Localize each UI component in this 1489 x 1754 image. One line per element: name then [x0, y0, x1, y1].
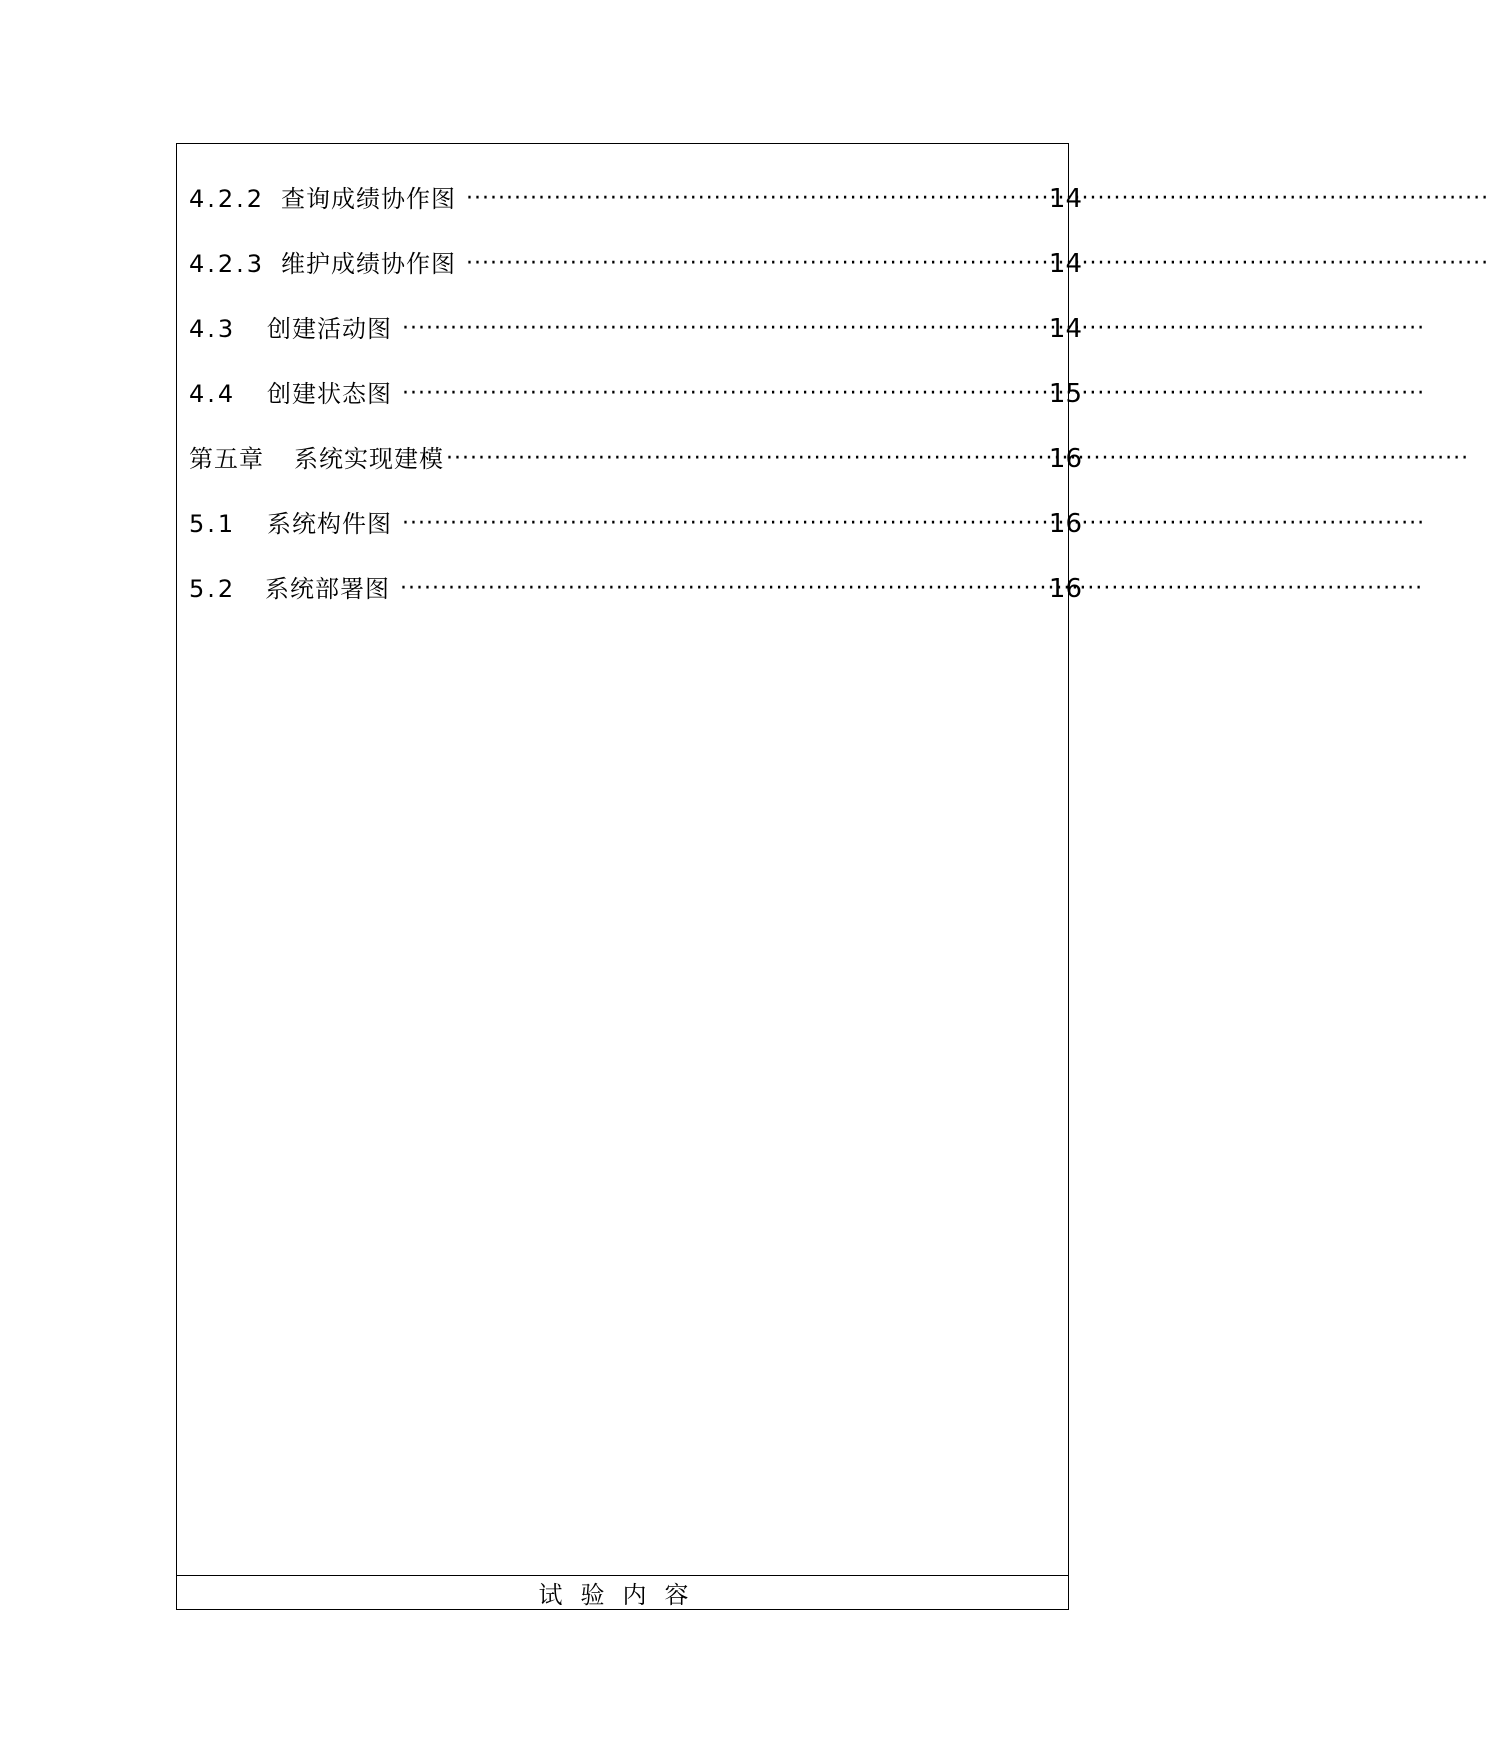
toc-page-number: 14: [1048, 249, 1082, 279]
toc-title: 系统构件图: [267, 510, 392, 538]
toc-number: 第五章: [189, 445, 264, 473]
toc-title: 查询成绩协作图: [281, 185, 456, 213]
toc-number: 4.3: [189, 315, 237, 343]
toc-leader-dots: [446, 439, 1049, 479]
toc-page-number: 15: [1048, 379, 1082, 409]
document-frame: [176, 143, 1082, 1610]
toc-title: 系统实现建模: [294, 445, 444, 473]
toc-leader-dots: [402, 504, 1049, 544]
toc-entry-5-2[interactable]: [189, 569, 1082, 609]
toc-number: 4.2.3: [189, 250, 266, 278]
toc-page-number: 14: [1048, 184, 1082, 214]
toc-leader-dots: [466, 179, 1049, 219]
section-footer-band: [177, 1575, 1068, 1609]
toc-page-number: 16: [1048, 509, 1082, 539]
toc-title: 创建活动图: [267, 315, 392, 343]
toc-entry-5-1[interactable]: [189, 504, 1082, 544]
toc-page-number: 14: [1048, 314, 1082, 344]
toc-page-number: 16: [1048, 444, 1082, 474]
toc-entry-4-4[interactable]: [189, 374, 1082, 414]
toc-title: 维护成绩协作图: [281, 250, 456, 278]
toc-entry-4-2-2[interactable]: [189, 179, 1082, 219]
toc-title: 系统部署图: [265, 575, 390, 603]
toc-number: 5.2: [189, 575, 237, 603]
toc-leader-dots: [402, 309, 1049, 349]
section-footer-label: 试验内容: [538, 1581, 707, 1609]
toc-entry-4-2-3[interactable]: [189, 244, 1082, 284]
toc-number: 5.1: [189, 510, 237, 538]
toc-leader-dots: [402, 374, 1049, 414]
toc-leader-dots: [466, 244, 1049, 284]
toc-entry-chapter-5[interactable]: [189, 439, 1082, 479]
toc-leader-dots: [400, 569, 1035, 609]
toc-number: 4.2.2: [189, 185, 266, 213]
toc-entry-4-3[interactable]: [189, 309, 1082, 349]
toc-number: 4.4: [189, 380, 237, 408]
toc-page-number: 16: [1048, 574, 1082, 604]
toc-title: 创建状态图: [267, 380, 392, 408]
